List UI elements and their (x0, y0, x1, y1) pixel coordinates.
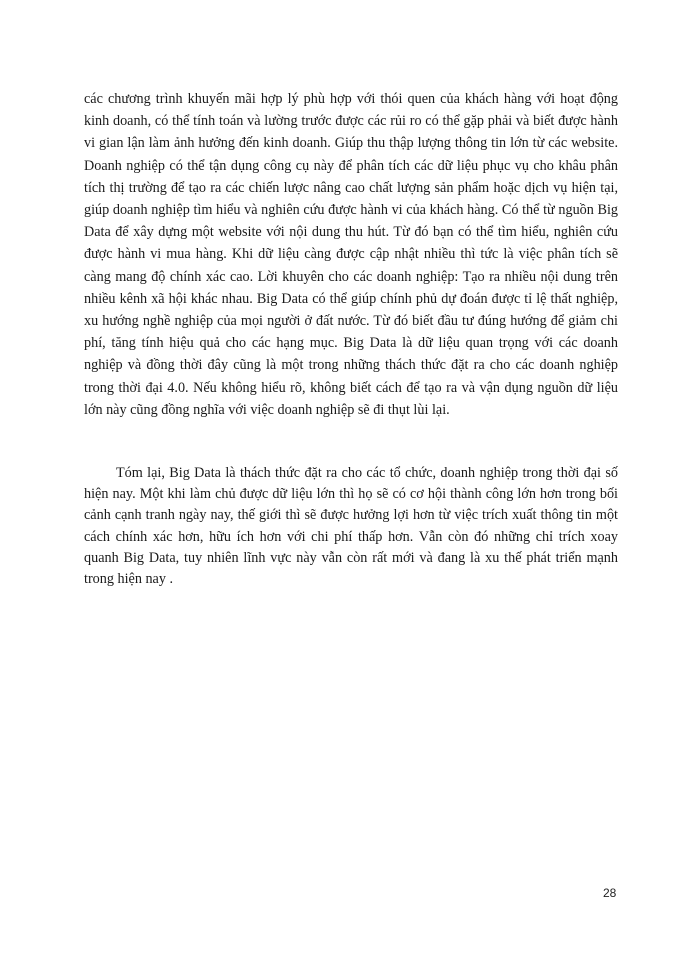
conclusion-paragraph: Tóm lại, Big Data là thách thức đặt ra cho các tổ chức, doanh nghiệp trong thời đại số hiện nay. Một khi làm chủ được dữ liệu lớn thì họ sẽ có cơ hội thành công lớn hơn trong bối cảnh cạnh tranh ngày nay, thế giới thì sẽ được hưởng lợi hơn từ việc trích xuất thông tin một cách chính xác hơn, hữu ích hơn với chi phí thấp hơn. Vẫn còn đó những chỉ trích xoay quanh Big Data, tuy nhiên lĩnh vực này vẫn còn rất mới và đang là xu thế phát triển mạnh trong hiện nay . (84, 465, 618, 588)
body-paragraph: các chương trình khuyến mãi hợp lý phù hợp với thói quen của khách hàng với hoạt động kinh doanh, có thể tính toán và lường trước được các rủi ro có thể gặp phải và biết được hành vi gian lận làm ảnh hưởng đến kinh doanh. Giúp thu thập lượng thông tin lớn từ các website. Doanh nghiệp có thể tận dụng công cụ này để phân tích các dữ liệu phục vụ cho khâu phân tích thị trường để tạo ra các chiến lược nâng cao chất lượng sản phẩm hoặc dịch vụ hiện tại, giúp doanh nghiệp tìm hiểu và nghiên cứu được hành vi của khách hàng. Có thể từ nguồn Big Data để xây dựng một website với nội dung thu hút. Từ đó bạn có thể tìm hiểu, nghiên cứu được hành vi mua hàng. Khi dữ liệu càng được cập nhật nhiều thì tức là việc phân tích sẽ càng mang độ chính xác cao. Lời khuyên cho các doanh nghiệp: Tạo ra nhiều nội dung trên nhiều kênh xã hội khác nhau. Big Data có thể giúp chính phủ dự đoán được tỉ lệ thất nghiệp, xu hướng nghề nghiệp của mọi người ở đất nước. Từ đó biết đầu tư đúng hướng để giảm chi phí, tăng tính hiệu quả cho các hạng mục. Big Data là dữ liệu quan trọng với các doanh nghiệp và đồng thời đây cũng là một trong những thách thức đặt ra cho các doanh nghiệp trong thời đại 4.0. Nếu không hiểu rõ, không biết cách để tạo ra và vận dụng nguồn dữ liệu lớn này cũng đồng nghĩa với việc doanh nghiệp sẽ đi thụt lùi lại. (84, 91, 618, 418)
page-number: 28 (603, 886, 617, 900)
